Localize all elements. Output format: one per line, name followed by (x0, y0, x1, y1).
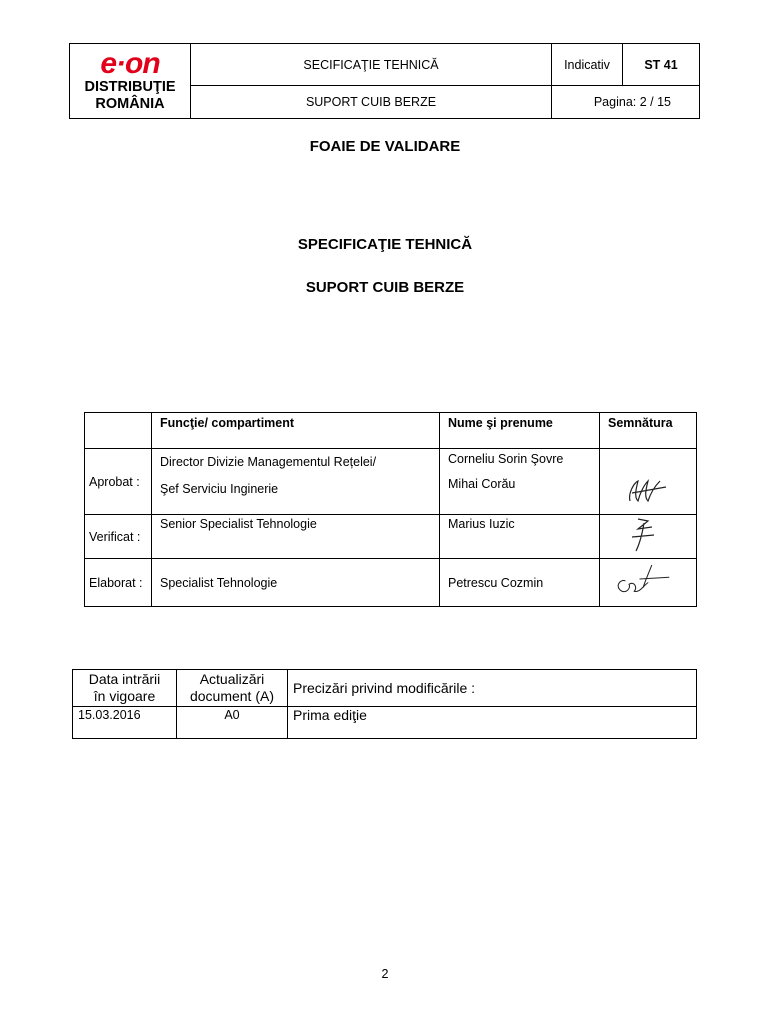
name-text: Marius Iuzic (440, 515, 600, 559)
signature-image (608, 559, 678, 599)
table-header-row (85, 413, 697, 449)
function-text: Şef Serviciu Inginerie (160, 482, 279, 496)
logo-line-2: ROMÂNIA (95, 96, 165, 112)
revision-header (177, 670, 288, 707)
indicativ-label: Indicativ (552, 44, 623, 86)
spec-heading: SPECIFICAŢIE TEHNICĂ (297, 236, 473, 253)
function-text: Specialist Tehnologie (152, 559, 440, 607)
date-header-line-1: Data intrării (88, 670, 161, 687)
date-header (73, 670, 177, 707)
table-header-name: Nume şi prenume (440, 413, 600, 449)
page-indicator: Pagina: 2 / 15 (552, 86, 700, 119)
revision-table (72, 669, 697, 739)
revision-header-line-1: Actualizări (199, 670, 265, 687)
name-text: Corneliu Sorin Şovre (448, 452, 564, 466)
date-header-line-2: în vigoare (93, 687, 156, 704)
signature-cell (600, 449, 697, 515)
revision-note: Prima ediţie (288, 706, 697, 738)
table-header-function: Funcţie/ compartiment (152, 413, 440, 449)
document-header (69, 43, 700, 119)
function-text: Director Divizie Managementul Rețelei/ (160, 455, 377, 469)
revision-header-line-2: document (A) (189, 687, 275, 704)
page-number: 2 (381, 967, 389, 981)
validation-heading: FOAIE DE VALIDARE (309, 138, 461, 155)
revision-code: A0 (177, 706, 288, 738)
name-text: Mihai Corău (448, 477, 516, 491)
eon-logo: e·on (100, 47, 160, 80)
signature-cell (600, 515, 697, 559)
signature-image (608, 471, 678, 507)
row-label-elaborat: Elaborat : (85, 559, 152, 607)
table-row (73, 670, 697, 707)
row-label-aprobat: Aprobat : (85, 449, 152, 515)
validation-table (84, 412, 697, 607)
table-row (85, 559, 697, 607)
logo-line-1: DISTRIBUŢIE (84, 79, 176, 95)
doc-title: SECIFICAŢIE TEHNICĂ (191, 44, 552, 86)
subject-heading: SUPORT CUIB BERZE (305, 279, 465, 296)
table-row (85, 515, 697, 559)
name-text: Petrescu Cozmin (440, 559, 600, 607)
notes-header: Precizări privind modificările : (288, 670, 697, 707)
table-row (85, 449, 697, 515)
effective-date: 15.03.2016 (73, 706, 177, 738)
table-header-signature: Semnătura (600, 413, 697, 449)
signature-image (608, 515, 678, 555)
row-label-verificat: Verificat : (85, 515, 152, 559)
company-logo (70, 44, 191, 119)
table-row (73, 706, 697, 738)
function-text: Senior Specialist Tehnologie (152, 515, 440, 559)
table-header-empty (85, 413, 152, 449)
signature-cell (600, 559, 697, 607)
doc-subject: SUPORT CUIB BERZE (191, 86, 552, 119)
indicativ-value: ST 41 (623, 44, 700, 86)
